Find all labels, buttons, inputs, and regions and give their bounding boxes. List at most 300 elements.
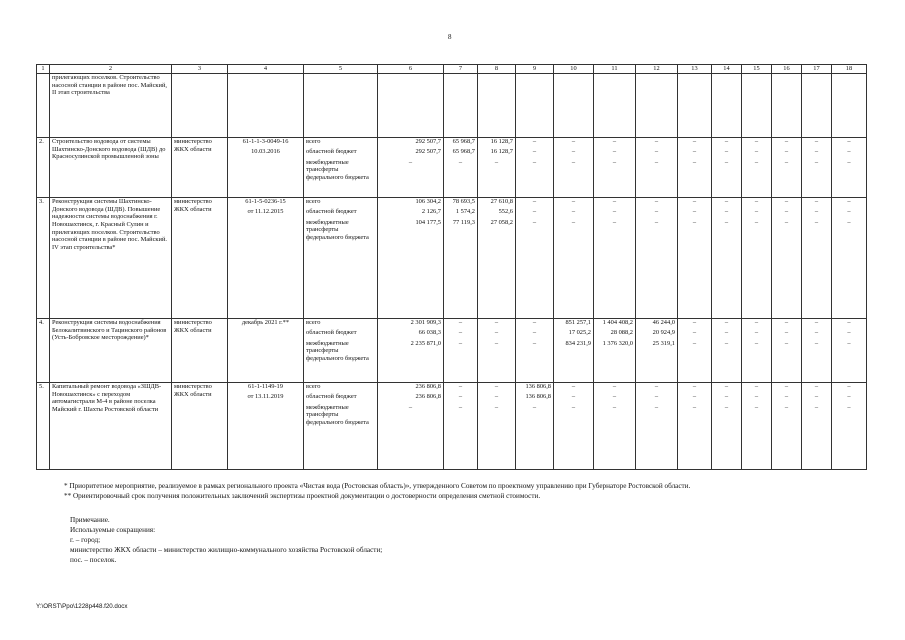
cell-line: –: [784, 138, 789, 145]
amount-cell: [636, 198, 678, 319]
cell-line: –: [458, 329, 463, 337]
amount-cell: [802, 319, 832, 383]
cell-line: –: [814, 329, 819, 337]
cell-line: 20 924,9: [652, 329, 675, 337]
cell-line: –: [847, 383, 851, 390]
cell-line: –: [571, 383, 576, 390]
cell-line: –: [724, 383, 729, 390]
cell-line: 61-1-1-3-0049-16: [242, 138, 289, 145]
cell-line: –: [724, 329, 729, 337]
amount-cell: [554, 383, 594, 470]
cell-line: –: [458, 319, 463, 326]
cell-line: 17 025,2: [568, 329, 591, 337]
cell-line: 77 119,3: [452, 218, 475, 226]
cell-line: –: [847, 393, 851, 401]
amount-cell: [594, 319, 636, 383]
cell-line: –: [814, 403, 819, 411]
cell-line: –: [754, 198, 759, 205]
cell-line: –: [692, 339, 697, 347]
amount-cell: [594, 198, 636, 319]
cell-line: –: [814, 383, 819, 390]
header-cell: 14: [712, 65, 742, 74]
cell-line: –: [612, 218, 617, 226]
cell-line: –: [692, 393, 697, 401]
cell-line: –: [724, 158, 729, 166]
cell-line: –: [724, 339, 729, 347]
footnote-1: * Приоритетное мероприятие, реализуемое в рамках регионального проекта «Чистая вода (Ростовская область)», утвержденного Советом по проектному управлению при Губернаторе Ростовской области.: [64, 482, 691, 490]
cell-line: –: [612, 158, 617, 166]
row-number-cell: 2.: [37, 138, 50, 198]
cell-line: 136 806,8: [525, 393, 551, 401]
document-cell: [228, 383, 304, 470]
cell-line: –: [847, 329, 851, 337]
cell-line: 104 177,5: [415, 218, 441, 226]
cell-line: –: [814, 208, 819, 216]
funding-source-cell: [304, 319, 378, 383]
cell-line: –: [494, 339, 499, 347]
cell-line: –: [494, 393, 499, 401]
cell-line: –: [724, 208, 729, 216]
table-row: [37, 198, 867, 319]
cell-line: –: [494, 403, 499, 411]
cell-line: 851 257,1: [565, 319, 591, 326]
amount-cell: [444, 319, 478, 383]
cell-line: 136 806,8: [525, 383, 551, 390]
row-number-cell: 4.: [37, 319, 50, 383]
cell-line: –: [532, 158, 537, 166]
amount-cell: [678, 198, 712, 319]
cell-line: –: [784, 208, 789, 216]
amount-cell: [478, 383, 516, 470]
cell-line: 236 806,8: [415, 393, 441, 401]
table-row: [37, 319, 867, 383]
measure-name-cell: Реконструкция системы водоснабжения Белокалитвинского и Тацинского районов (Усть-Бобровское месторождение)*: [50, 319, 172, 383]
amount-cell: [802, 198, 832, 319]
cell-line: –: [754, 319, 759, 326]
cell-line: –: [847, 138, 851, 145]
cell-line: –: [784, 218, 789, 226]
cell-line: –: [847, 208, 851, 216]
funding-source-cell: [304, 383, 378, 470]
amount-cell: [636, 383, 678, 470]
measure-name-cell: Реконструкция системы Шахтинско-Донского водовода (ШДВ). Повышение надежности системы водоснабжения г. Новошахтинск, г. Красный Сулин и прилегающих поселков. Строительство насосной станции в районе пос. Майский. IV этап строительства*: [50, 198, 172, 319]
amount-cell: [742, 383, 772, 470]
document-cell: [228, 138, 304, 198]
amount-cell: [678, 383, 712, 470]
cell-line: –: [814, 138, 819, 145]
cell-line: межбюджетные трансферты федерального бюджета: [306, 339, 369, 362]
header-cell: 12: [636, 65, 678, 74]
amount-cell: [554, 198, 594, 319]
executor-cell: министерство ЖКХ области: [172, 319, 228, 383]
cell-line: –: [847, 319, 851, 326]
page-number: 8: [448, 33, 452, 41]
amount-cell: [516, 138, 554, 198]
header-cell: 9: [516, 65, 554, 74]
amount-cell: [516, 383, 554, 470]
cell-line: –: [532, 138, 537, 145]
amount-cell: [772, 383, 802, 470]
cell-line: –: [458, 339, 463, 347]
document-cell: [228, 198, 304, 319]
cell-line: 61-1-5-0236-15: [245, 198, 286, 205]
cell-line: –: [847, 158, 851, 166]
cell-line: 1 574,2: [455, 208, 475, 216]
cell-line: –: [612, 138, 617, 145]
cell-line: –: [692, 208, 697, 216]
cell-line: –: [612, 403, 617, 411]
empty-cell: [802, 74, 832, 138]
amount-cell: [832, 319, 867, 383]
cell-line: –: [814, 158, 819, 166]
amount-cell: [802, 138, 832, 198]
header-cell: 13: [678, 65, 712, 74]
cell-line: –: [494, 383, 499, 390]
cell-line: –: [458, 403, 463, 411]
cell-line: –: [754, 339, 759, 347]
amount-cell: [444, 138, 478, 198]
amount-cell: [742, 138, 772, 198]
header-cell: 3: [172, 65, 228, 74]
cell-line: межбюджетные трансферты федерального бюджета: [306, 218, 369, 241]
header-cell: 1: [37, 65, 50, 74]
cell-line: –: [612, 208, 617, 216]
amount-cell: [378, 383, 444, 470]
cell-line: –: [692, 319, 697, 326]
row-number-cell: 3.: [37, 198, 50, 319]
cell-line: –: [724, 198, 729, 205]
cell-line: –: [814, 319, 819, 326]
cell-line: –: [612, 198, 617, 205]
cell-line: –: [814, 393, 819, 401]
cell-line: [230, 329, 301, 339]
amount-cell: [712, 138, 742, 198]
empty-cell: [172, 74, 228, 138]
cell-line: –: [784, 403, 789, 411]
cell-line: –: [784, 148, 789, 156]
cell-line: –: [612, 383, 617, 390]
cell-line: областной бюджет: [306, 393, 357, 401]
cell-line: 292 507,7: [415, 138, 441, 145]
cell-line: 292 507,7: [415, 148, 441, 156]
cell-line: 27 058,2: [490, 218, 513, 226]
cell-line: –: [571, 198, 576, 205]
header-cell: 4: [228, 65, 304, 74]
amount-cell: [554, 319, 594, 383]
cell-line: –: [724, 393, 729, 401]
amount-cell: [802, 383, 832, 470]
cell-line: –: [532, 208, 537, 216]
cell-line: –: [408, 158, 413, 166]
header-cell: 2: [50, 65, 172, 74]
cell-line: –: [847, 403, 851, 411]
cell-line: –: [654, 403, 659, 411]
cell-line: –: [458, 383, 463, 390]
amount-cell: [712, 198, 742, 319]
cell-line: 28 088,2: [610, 329, 633, 337]
cell-line: –: [847, 148, 851, 156]
amount-cell: [594, 138, 636, 198]
cell-line: всего: [306, 138, 321, 145]
empty-cell: [678, 74, 712, 138]
table-header-row: [37, 65, 867, 74]
cell-line: –: [754, 158, 759, 166]
cell-line: 2 126,7: [421, 208, 441, 216]
empty-cell: [742, 74, 772, 138]
amount-cell: [378, 198, 444, 319]
amount-cell: [478, 198, 516, 319]
cell-line: –: [754, 218, 759, 226]
amount-cell: [636, 138, 678, 198]
amount-cell: [594, 383, 636, 470]
cell-line: –: [612, 148, 617, 156]
header-cell: 11: [594, 65, 636, 74]
remarks-title: Примечание.: [70, 516, 110, 524]
amount-cell: [772, 198, 802, 319]
cell-line: –: [784, 198, 789, 205]
amount-cell: [444, 198, 478, 319]
header-cell: 10: [554, 65, 594, 74]
header-cell: 5: [304, 65, 378, 74]
cell-line: 16 128,7: [490, 138, 513, 145]
cell-line: –: [847, 218, 851, 226]
cell-line: –: [654, 138, 659, 145]
cell-line: –: [571, 403, 576, 411]
cell-line: –: [654, 198, 659, 205]
cell-line: –: [532, 329, 537, 337]
cell-line: –: [532, 198, 537, 205]
cell-line: –: [692, 218, 697, 226]
cell-line: 16 128,7: [490, 148, 513, 156]
cell-line: 65 968,7: [452, 138, 475, 145]
remark-item: министерство ЖКХ области – министерство жилищно-коммунального хозяйства Ростовской области;: [70, 546, 383, 554]
cell-line: –: [571, 393, 576, 401]
executor-cell: министерство ЖКХ области: [172, 198, 228, 319]
cell-line: 65 968,7: [452, 148, 475, 156]
amount-cell: [742, 198, 772, 319]
cell-line: –: [724, 403, 729, 411]
cell-line: –: [692, 198, 697, 205]
cell-line: –: [494, 329, 499, 337]
cell-line: –: [784, 339, 789, 347]
header-cell: 16: [772, 65, 802, 74]
cell-line: межбюджетные трансферты федерального бюджета: [306, 403, 369, 426]
empty-cell: [478, 74, 516, 138]
cell-line: от 11.12.2015: [247, 208, 284, 216]
header-cell: 8: [478, 65, 516, 74]
cell-line: от 13.11.2019: [247, 393, 284, 401]
header-cell: 15: [742, 65, 772, 74]
header-cell: 18: [832, 65, 867, 74]
cell-line: –: [654, 208, 659, 216]
empty-cell: [636, 74, 678, 138]
amount-cell: [712, 383, 742, 470]
amount-cell: [772, 319, 802, 383]
cell-line: –: [532, 319, 537, 326]
cell-line: 106 304,2: [415, 198, 441, 205]
cell-line: –: [532, 339, 537, 347]
cell-line: –: [458, 393, 463, 401]
amount-cell: [478, 319, 516, 383]
cell-line: –: [814, 148, 819, 156]
cell-line: –: [814, 339, 819, 347]
file-path-footer: Y:\ORST\Ppo\1228p448.f20.docx: [36, 603, 128, 610]
amount-cell: [832, 198, 867, 319]
cell-line: декабрь 2021 г.**: [241, 319, 290, 326]
cell-line: 2 235 871,0: [410, 339, 441, 347]
measure-name-cell: прилегающих поселков. Строительство насосной станции в районе пос. Майский, II этап строительства: [50, 74, 172, 138]
cell-line: областной бюджет: [306, 208, 357, 216]
cell-line: 25 319,1: [652, 339, 675, 347]
amount-cell: [832, 383, 867, 470]
cell-line: –: [724, 148, 729, 156]
cell-line: –: [692, 329, 697, 337]
cell-line: 10.03.2016: [251, 148, 280, 156]
empty-cell: [378, 74, 444, 138]
cell-line: всего: [306, 383, 321, 390]
cell-line: –: [724, 138, 729, 145]
amount-cell: [832, 138, 867, 198]
header-cell: 6: [378, 65, 444, 74]
cell-line: всего: [306, 198, 321, 205]
cell-line: –: [784, 158, 789, 166]
notes-block: [36, 481, 866, 565]
table-row: [37, 383, 867, 470]
cell-line: –: [532, 148, 537, 156]
cell-line: 66 038,3: [418, 329, 441, 337]
cell-line: –: [692, 383, 697, 390]
program-table: [36, 64, 867, 470]
row-number-cell: 5.: [37, 383, 50, 470]
cell-line: –: [754, 383, 759, 390]
cell-line: –: [571, 218, 576, 226]
cell-line: –: [571, 208, 576, 216]
funding-source-cell: [304, 198, 378, 319]
cell-line: областной бюджет: [306, 148, 357, 156]
cell-line: 2 301 909,3: [410, 319, 441, 326]
cell-line: 78 693,5: [452, 198, 475, 205]
amount-cell: [742, 319, 772, 383]
cell-line: –: [724, 319, 729, 326]
header-cell: 7: [444, 65, 478, 74]
cell-line: 1 376 320,0: [602, 339, 633, 347]
cell-line: –: [571, 138, 576, 145]
cell-line: –: [692, 158, 697, 166]
empty-cell: [594, 74, 636, 138]
executor-cell: министерство ЖКХ области: [172, 138, 228, 198]
measure-name-cell: Капитальный ремонт водовода «ЗШДВ-Новошахтинск» с переходом автомагистрали М-4 в районе поселка Майский г. Шахты Ростовской области: [50, 383, 172, 470]
cell-line: 552,6: [498, 208, 513, 216]
empty-cell: [772, 74, 802, 138]
cell-line: –: [408, 403, 413, 411]
footnote-2: ** Ориентировочный срок получения положительных заключений экспертизы проектной документации о достоверности определения сметной стоимости.: [64, 492, 541, 500]
cell-line: –: [784, 329, 789, 337]
cell-line: –: [654, 158, 659, 166]
cell-line: –: [784, 383, 789, 390]
cell-line: –: [754, 393, 759, 401]
cell-line: –: [654, 218, 659, 226]
cell-line: 236 806,8: [415, 383, 441, 390]
amount-cell: [478, 138, 516, 198]
cell-line: –: [654, 383, 659, 390]
empty-cell: [444, 74, 478, 138]
amount-cell: [712, 319, 742, 383]
cell-line: –: [754, 329, 759, 337]
cell-line: –: [692, 148, 697, 156]
cell-line: 834 231,9: [565, 339, 591, 347]
amount-cell: [444, 383, 478, 470]
cell-line: –: [784, 393, 789, 401]
cell-line: –: [494, 158, 499, 166]
cell-line: –: [754, 148, 759, 156]
cell-line: –: [814, 198, 819, 205]
cell-line: –: [654, 393, 659, 401]
empty-cell: [304, 74, 378, 138]
cell-line: –: [571, 148, 576, 156]
cell-line: всего: [306, 319, 321, 326]
cell-line: межбюджетные трансферты федерального бюджета: [306, 158, 369, 181]
empty-cell: [228, 74, 304, 138]
amount-cell: [636, 319, 678, 383]
cell-line: –: [847, 339, 851, 347]
cell-line: 46 244,0: [652, 319, 675, 326]
cell-line: –: [784, 319, 789, 326]
cell-line: 61-1-1149-19: [248, 383, 283, 390]
cell-line: –: [654, 148, 659, 156]
remark-item: г. – город;: [70, 536, 101, 544]
cell-line: –: [754, 138, 759, 145]
amount-cell: [554, 138, 594, 198]
empty-cell: [832, 74, 867, 138]
document-cell: [228, 319, 304, 383]
cell-line: –: [724, 218, 729, 226]
header-cell: 17: [802, 65, 832, 74]
cell-line: –: [847, 198, 851, 205]
amount-cell: [678, 319, 712, 383]
executor-cell: министерство ЖКХ области: [172, 383, 228, 470]
cell-line: –: [754, 403, 759, 411]
cell-line: –: [532, 403, 537, 411]
cell-line: –: [532, 218, 537, 226]
cell-line: –: [814, 218, 819, 226]
remarks-subtitle: Используемые сокращения:: [70, 526, 156, 534]
amount-cell: [378, 319, 444, 383]
amount-cell: [678, 138, 712, 198]
empty-cell: [554, 74, 594, 138]
remark-item: пос. – поселок.: [70, 556, 117, 564]
cell-line: –: [692, 403, 697, 411]
amount-cell: [772, 138, 802, 198]
cell-line: –: [754, 208, 759, 216]
cell-line: 1 404 408,2: [602, 319, 633, 326]
amount-cell: [516, 198, 554, 319]
funding-source-cell: [304, 138, 378, 198]
empty-cell: [516, 74, 554, 138]
cell-line: –: [494, 319, 499, 326]
cell-line: –: [458, 158, 463, 166]
measure-name-cell: Строительство водовода от системы Шахтинско-Донского водовода (ШДВ) до Красносулинской промышленной зоны: [50, 138, 172, 198]
cell-line: областной бюджет: [306, 329, 357, 337]
cell-line: 27 610,8: [490, 198, 513, 205]
amount-cell: [516, 319, 554, 383]
table-row: [37, 74, 867, 138]
amount-cell: [378, 138, 444, 198]
cell-line: –: [571, 158, 576, 166]
table-row: [37, 138, 867, 198]
cell-line: –: [692, 138, 697, 145]
empty-cell: [37, 74, 50, 138]
empty-cell: [712, 74, 742, 138]
